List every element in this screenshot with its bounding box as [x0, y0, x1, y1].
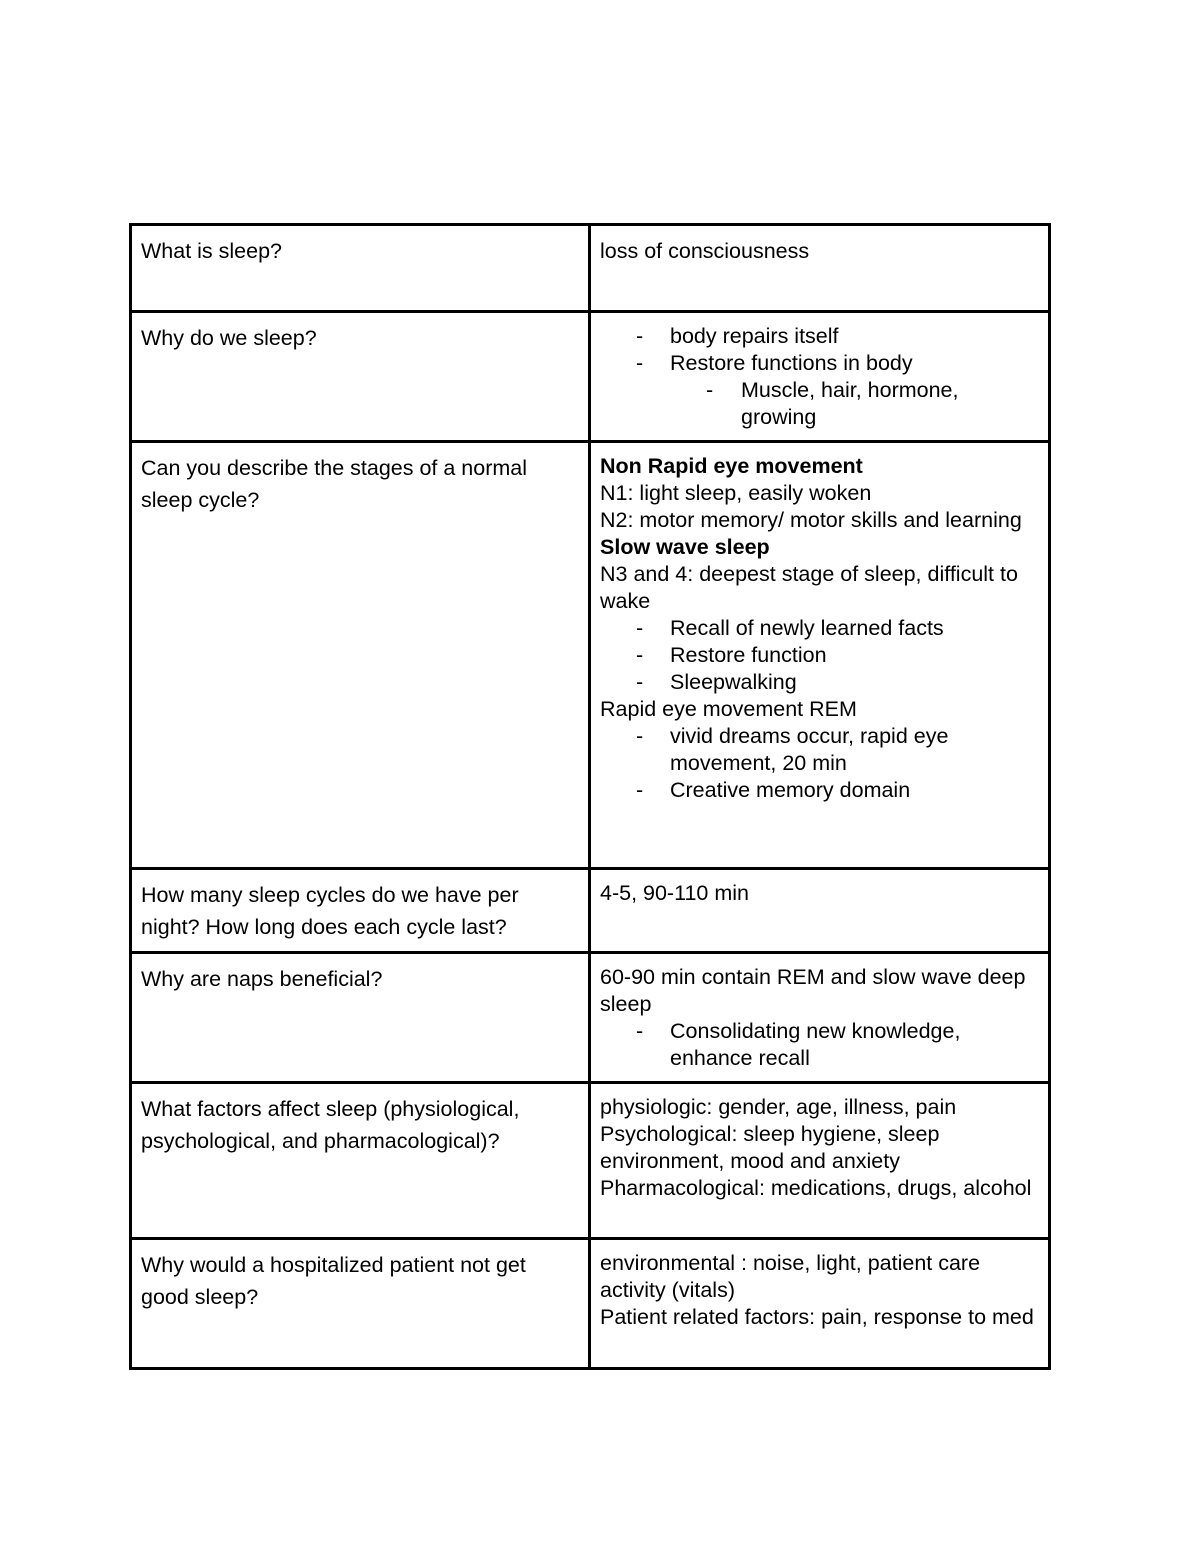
question-cell [131, 442, 590, 869]
answer-list [600, 1018, 1039, 1072]
answer-cell [590, 1083, 1050, 1239]
n2-text: N2: motor memory/ motor skills and learning [600, 508, 1022, 532]
list-item-text: vivid dreams occur, rapid eye movement, 20 min [670, 724, 949, 775]
study-guide-sheet [129, 223, 1048, 1370]
n3-text: N3 and 4: deepest stage of sleep, difficult to wake [600, 562, 1018, 613]
answer-line: environmental : noise, light, patient care activity (vitals) [600, 1251, 981, 1302]
answer-line: Pharmacological: medications, drugs, alcohol [600, 1176, 1032, 1200]
sleep-qa-table [129, 223, 1051, 1370]
answer-cell [590, 442, 1050, 869]
answer-list [600, 323, 1039, 431]
answer-text: loss of consciousness [600, 239, 810, 263]
answer-line: Psychological: sleep hygiene, sleep environment, mood and anxiety [600, 1122, 940, 1173]
answer-line: Patient related factors: pain, response to med [600, 1305, 1034, 1329]
question-cell [131, 1083, 590, 1239]
question-cell [131, 225, 590, 312]
question-text: What factors affect sleep (physiological, psychological, and pharmacological)? [141, 1097, 520, 1153]
list-item [600, 1018, 1039, 1072]
list-item [600, 350, 1039, 431]
list-item [600, 323, 1039, 350]
table-row [131, 953, 1050, 1083]
question-cell [131, 869, 590, 953]
list-item [600, 669, 1039, 696]
list-item-text: Sleepwalking [670, 670, 797, 694]
question-text: Why do we sleep? [141, 326, 317, 350]
question-cell [131, 1239, 590, 1369]
answer-cell [590, 869, 1050, 953]
table-row [131, 869, 1050, 953]
answer-cell [590, 1239, 1050, 1369]
table-row [131, 312, 1050, 442]
list-item [600, 642, 1039, 669]
question-text: Why would a hospitalized patient not get good sleep? [141, 1253, 526, 1309]
sws-heading: Slow wave sleep [600, 535, 770, 559]
answer-text: 60-90 min contain REM and slow wave deep sleep [600, 965, 1026, 1016]
list-item-text: Muscle, hair, hormone, growing [741, 378, 959, 429]
list-item-text: Consolidating new knowledge, enhance recall [670, 1019, 961, 1070]
list-item [600, 377, 1039, 431]
list-item [600, 615, 1039, 642]
n1-text: N1: light sleep, easily woken [600, 481, 872, 505]
question-cell [131, 953, 590, 1083]
question-text: What is sleep? [141, 239, 283, 263]
list-item-text: Creative memory domain [670, 778, 911, 802]
list-item-text: Restore function [670, 643, 827, 667]
rem-list [600, 723, 1039, 804]
answer-cell [590, 953, 1050, 1083]
list-item [600, 723, 1039, 777]
list-item [600, 777, 1039, 804]
rem-heading: Rapid eye movement REM [600, 697, 857, 721]
list-item-text: Restore functions in body [670, 351, 913, 375]
answer-cell [590, 312, 1050, 442]
question-cell [131, 312, 590, 442]
table-row [131, 442, 1050, 869]
question-text: How many sleep cycles do we have per night? How long does each cycle last? [141, 883, 519, 939]
nrem-heading: Non Rapid eye movement [600, 454, 863, 478]
n3-list [600, 615, 1039, 696]
question-text: Why are naps beneficial? [141, 967, 383, 991]
list-item-text: Recall of newly learned facts [670, 616, 944, 640]
answer-cell [590, 225, 1050, 312]
table-row [131, 1083, 1050, 1239]
table-row [131, 1239, 1050, 1369]
sub-list [600, 377, 1039, 431]
list-item-text: body repairs itself [670, 324, 839, 348]
question-text: Can you describe the stages of a normal sleep cycle? [141, 456, 528, 512]
table-row [131, 225, 1050, 312]
answer-text: 4-5, 90-110 min [600, 881, 749, 905]
answer-line: physiologic: gender, age, illness, pain [600, 1095, 957, 1119]
